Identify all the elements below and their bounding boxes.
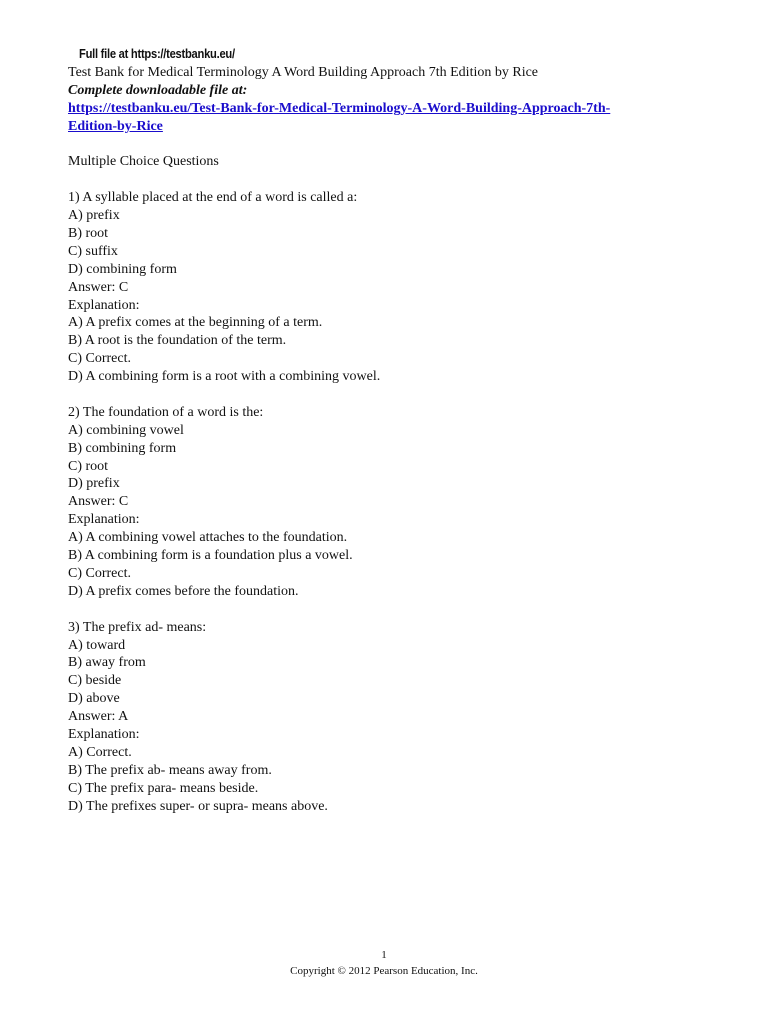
question-text: 3) The prefix ad- means: xyxy=(68,619,207,635)
explanation-label: Explanation: xyxy=(68,726,140,742)
answer-option: A) combining vowel xyxy=(68,422,184,438)
document-title: Test Bank for Medical Terminology A Word Building Approach 7th Edition by Rice xyxy=(68,65,539,80)
spacer xyxy=(68,136,708,154)
explanation-item: B) A combining form is a foundation plus a vowel. xyxy=(68,548,353,564)
explanation-label: Explanation: xyxy=(68,297,140,313)
explanation-item: B) The prefix ab- means away from. xyxy=(68,762,272,778)
full-file-header: Full file at https://testbanku.eu/ xyxy=(79,46,235,61)
explanation-item: B) A root is the foundation of the term. xyxy=(68,333,287,349)
answer-option: B) combining form xyxy=(68,440,177,456)
answer-option: C) suffix xyxy=(68,243,118,259)
explanation-item: D) The prefixes super- or supra- means above. xyxy=(68,798,328,814)
explanation-item: D) A combining form is a root with a combining vowel. xyxy=(68,369,381,385)
answer-option: D) combining form xyxy=(68,261,177,277)
explanation-item: A) A prefix comes at the beginning of a term. xyxy=(68,315,323,331)
spacer xyxy=(68,601,708,619)
download-label: Complete downloadable file at: xyxy=(68,82,248,98)
copyright-notice: Copyright © 2012 Pearson Education, Inc. xyxy=(290,965,478,977)
question-block xyxy=(68,189,708,386)
document-body xyxy=(68,64,708,815)
download-link-line-1[interactable]: https://testbanku.eu/Test-Bank-for-Medical-Terminology-A-Word-Building-Approach-7th- xyxy=(68,100,611,116)
spacer xyxy=(68,171,708,189)
correct-answer: Answer: C xyxy=(68,494,129,510)
answer-option: C) beside xyxy=(68,673,122,689)
question-block xyxy=(68,619,708,816)
answer-option: C) root xyxy=(68,458,109,474)
explanation-item: A) A combining vowel attaches to the foundation. xyxy=(68,530,348,546)
spacer xyxy=(68,386,708,404)
answer-option: B) away from xyxy=(68,655,146,671)
section-title: Multiple Choice Questions xyxy=(68,154,219,170)
answer-option: A) prefix xyxy=(68,208,120,224)
correct-answer: Answer: C xyxy=(68,279,129,295)
explanation-item: C) The prefix para- means beside. xyxy=(68,780,259,796)
correct-answer: Answer: A xyxy=(68,709,129,725)
explanation-item: D) A prefix comes before the foundation. xyxy=(68,583,299,599)
answer-option: D) above xyxy=(68,691,120,707)
page-number: 1 xyxy=(381,949,387,961)
question-text: 1) A syllable placed at the end of a word is called a: xyxy=(68,190,358,206)
question-text: 2) The foundation of a word is the: xyxy=(68,404,264,420)
question-block xyxy=(68,404,708,601)
answer-option: B) root xyxy=(68,226,109,242)
explanation-label: Explanation: xyxy=(68,512,140,528)
explanation-item: C) Correct. xyxy=(68,565,131,581)
answer-option: A) toward xyxy=(68,637,126,653)
download-link-line-2[interactable]: Edition-by-Rice xyxy=(68,118,163,134)
answer-option: D) prefix xyxy=(68,476,120,492)
explanation-item: A) Correct. xyxy=(68,744,132,760)
explanation-item: C) Correct. xyxy=(68,351,131,367)
download-link[interactable] xyxy=(68,100,708,136)
